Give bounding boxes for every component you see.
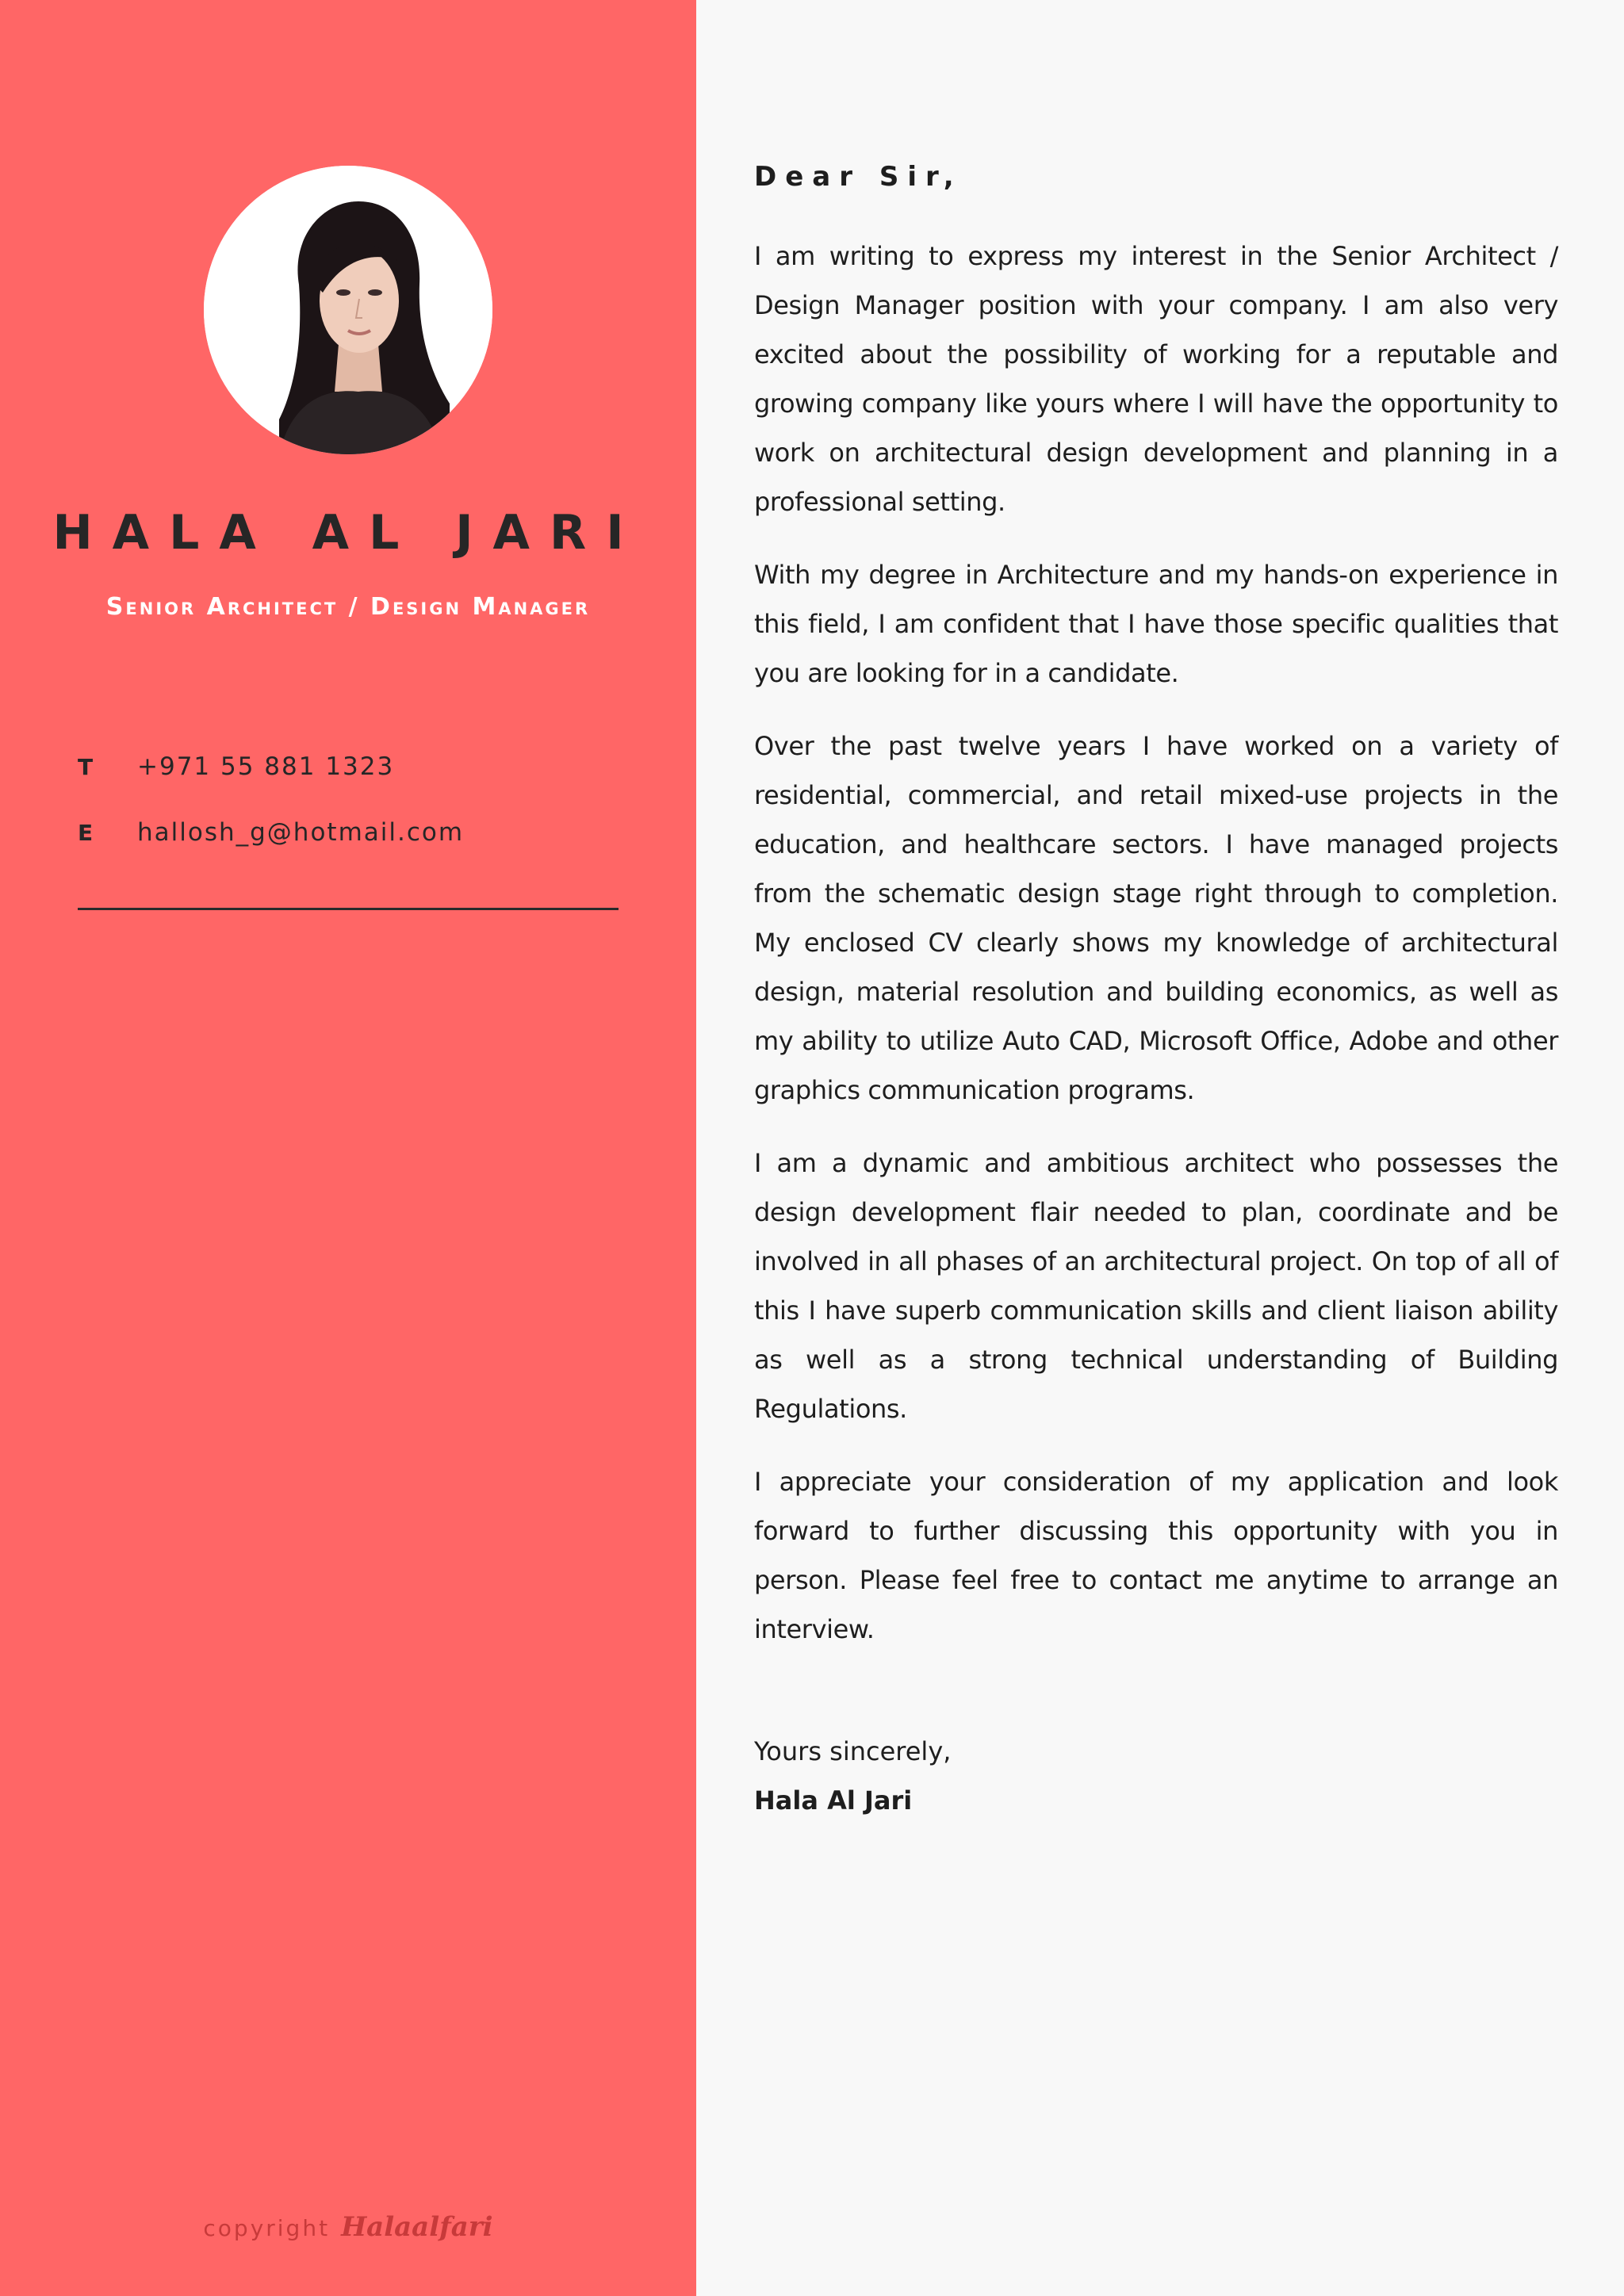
- phone-key-label: T: [78, 754, 94, 780]
- copyright-word: copyright: [203, 2215, 331, 2241]
- sidebar: [0, 0, 696, 2296]
- contact-email-row: [78, 815, 464, 850]
- candidate-role: Senior Architect / Design Manager: [105, 593, 591, 621]
- profile-photo-image: [204, 166, 492, 454]
- letter-paragraph: I am a dynamic and ambitious architect who possesses the design development flair needed to plan, coordinate and be involved in all phases of an architectural project. On top of all of this I have superb communication skills and client liaison ability as well as a strong technical understanding of Building Regulations.: [754, 1148, 1558, 1424]
- sidebar-divider: [78, 908, 619, 910]
- letter-paragraph: I am writing to express my interest in the Senior Architect / Design Manager position with your company. I am also very excited about the possibility of working for a reputable and growing company like yours where I will have the opportunity to work on architectural design development and planning in a professional setting.: [754, 241, 1558, 517]
- letter-paragraph: With my degree in Architecture and my hands-on experience in this field, I am confident that I have those specific qualities that you are looking for in a candidate.: [754, 560, 1558, 688]
- email-address: hallosh_g@hotmail.com: [137, 818, 465, 847]
- profile-photo: [204, 166, 492, 454]
- letter-paragraph: I appreciate your consideration of my application and look forward to further discussing this opportunity with you in person. Please feel free to contact me anytime to arrange an interview.: [754, 1467, 1558, 1644]
- letter-paragraph: Over the past twelve years I have worked on a variety of residential, commercial, and retail mixed-use projects in the education, and healthcare sectors. I have managed projects from the schematic design stage right through to completion. My enclosed CV clearly shows my knowledge of architectural design, material resolution and building economics, as well as my ability to utilize Auto CAD, Microsoft Office, Adobe and other graphics communication programs.: [754, 731, 1558, 1105]
- phone-number: +971 55 881 1323: [137, 752, 395, 781]
- contact-phone-row: [78, 749, 394, 784]
- brand-signature: Halaalfari: [341, 2211, 493, 2243]
- closing-line: Yours sincerely,: [754, 1736, 952, 1766]
- signature-name: Hala Al Jari: [754, 1785, 913, 1816]
- copyright-footer: [0, 2207, 696, 2248]
- salutation: Dear Sir,: [754, 161, 963, 193]
- candidate-name: HALA AL JARI: [52, 505, 644, 561]
- email-key-label: E: [78, 820, 94, 846]
- letter-body: [754, 151, 1558, 1825]
